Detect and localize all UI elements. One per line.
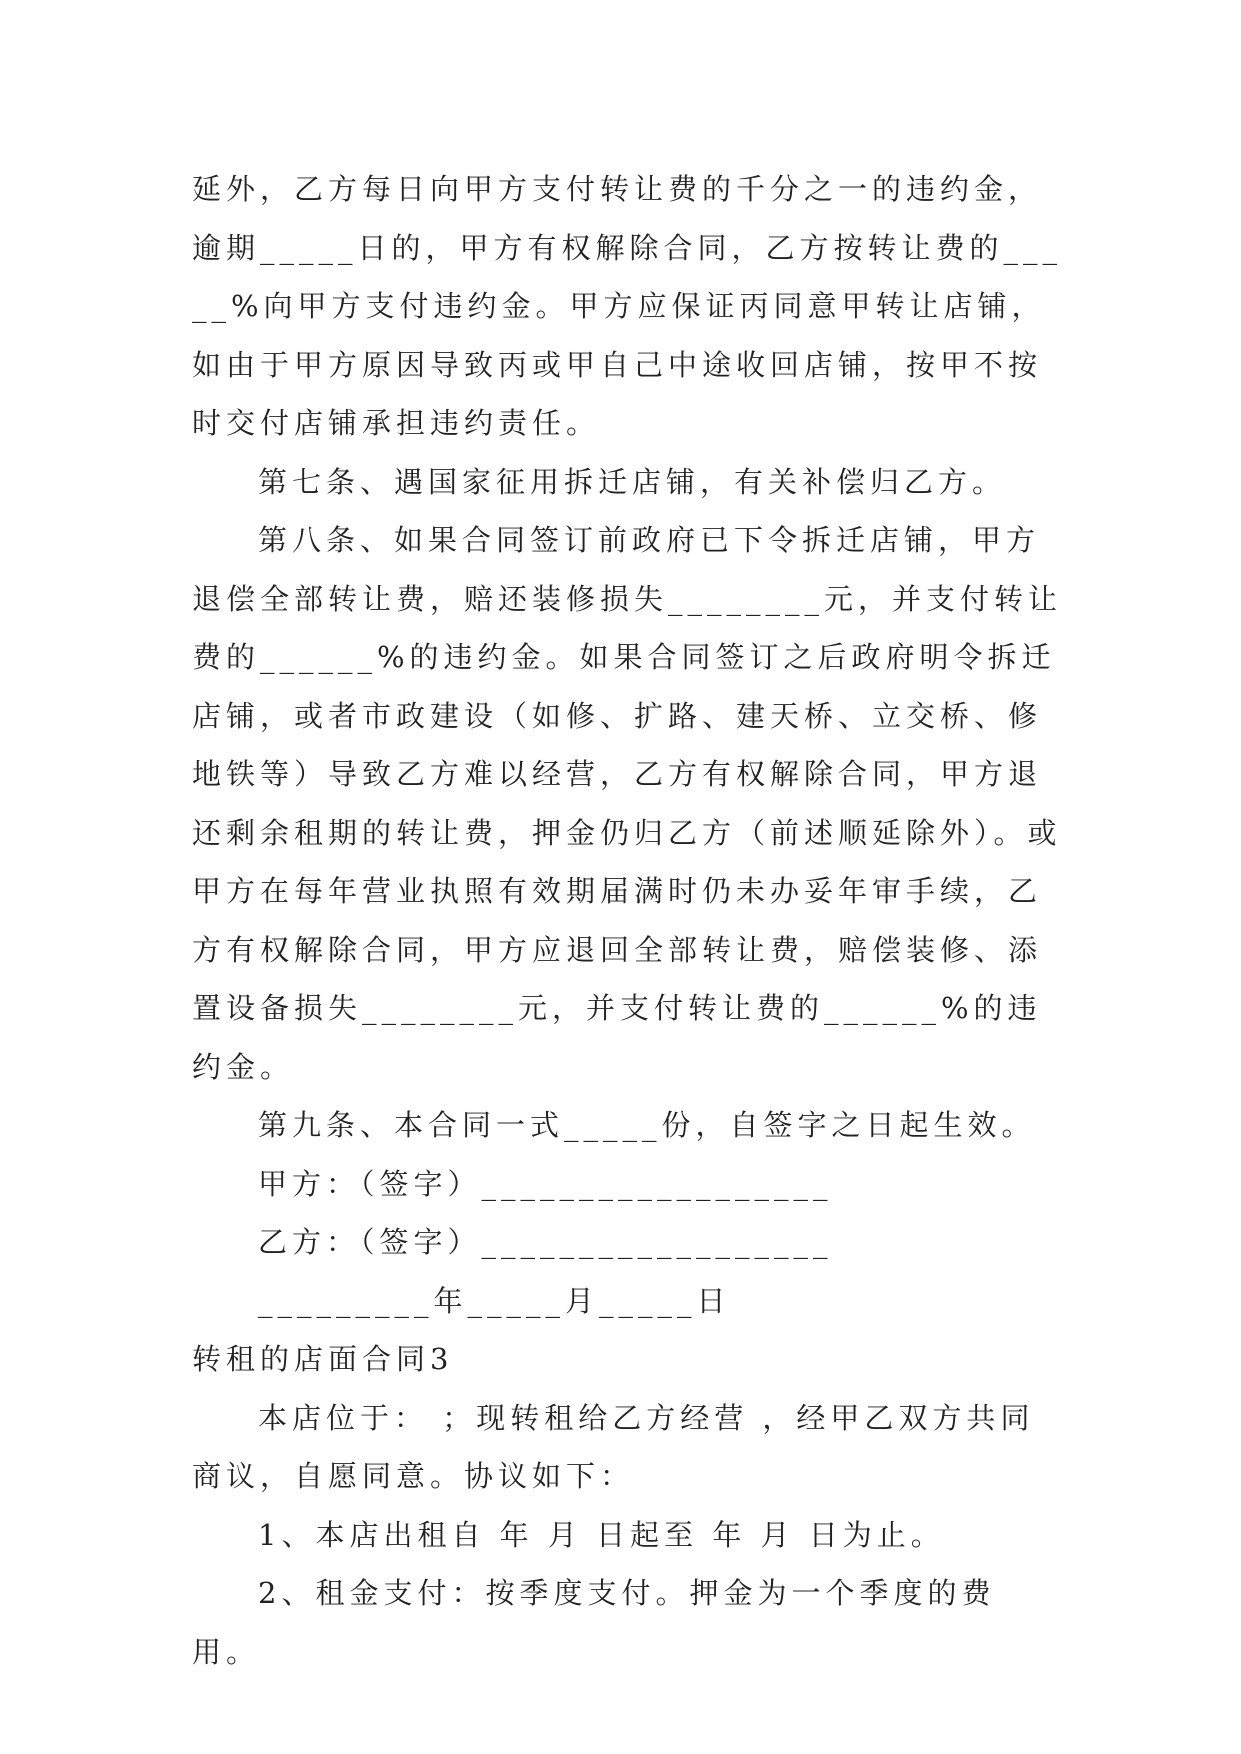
clause-1: 1、本店出租自 年 月 日起至 年 月 日为止。 (258, 1517, 945, 1552)
clause-2: 2、租金支付：按季度支付。押金为一个季度的费用。 (192, 1576, 996, 1669)
document-body (192, 160, 1062, 1681)
paragraph-shop-location: 本店位于： ；现转租给乙方经营 ，经甲乙双方共同商议，自愿同意。协议如下： (192, 1400, 1035, 1493)
signature-party-a: 甲方：（签字）__________________ (258, 1166, 833, 1201)
signature-date: _________年_____月_____日 (258, 1283, 731, 1318)
section-heading: 转租的店面合同3 (192, 1342, 454, 1376)
signature-party-b: 乙方：（签字）__________________ (258, 1225, 833, 1259)
paragraph-article-8: 第八条、如果合同签订前政府已下令拆迁店铺，甲方退偿全部转让费，赔还装修损失________元，并支付转让费的______%的违约金。如果合同签订之后政府明令拆迁店铺，或者市政建设（如修、扩路、建天桥、立交桥、修地铁等）导致乙方难以经营，乙方有权解除合同，甲方退还剩余租期的转让费，押金仍归乙方（前述顺延除外）。或甲方在每年营业执照有效期届满时仍未办妥年审手续，乙方有权解除合同，甲方应退回全部转让费，赔偿装修、添置设备损失________元，并支付转让费的______%的违约金。 (192, 523, 1063, 1084)
paragraph-article-7: 第七条、遇国家征用拆迁店铺，有关补偿归乙方。 (258, 464, 1007, 499)
paragraph-breach-penalty: 延外，乙方每日向甲方支付转让费的千分之一的违约金，逾期_____日的，甲方有权解除合同，乙方按转让费的_____%向甲方支付违约金。甲方应保证丙同意甲转让店铺，如由于甲方原因导致丙或甲自己中途收回店铺，按甲不按时交付店铺承担违约责任。 (192, 172, 1063, 440)
paragraph-article-9: 第九条、本合同一式_____份，自签字之日起生效。 (258, 1108, 1036, 1142)
